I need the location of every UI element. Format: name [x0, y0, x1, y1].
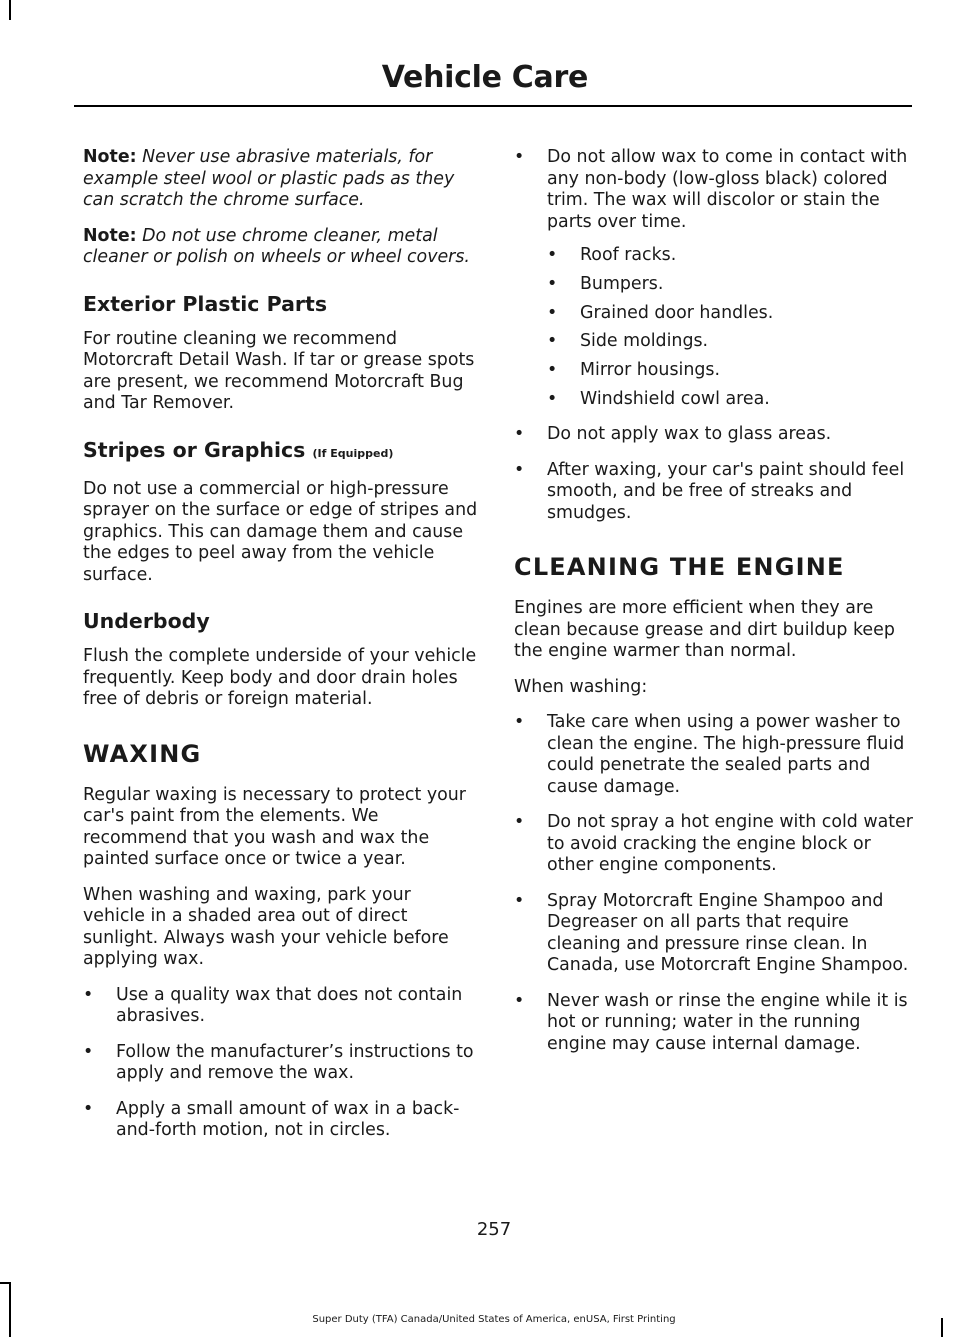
heading-text: Stripes or Graphics: [83, 437, 306, 462]
list-item: • Do not apply wax to glass areas.: [514, 424, 914, 446]
heading-qualifier: (If Equipped): [312, 446, 394, 460]
crop-mark-bottom-left: [9, 1282, 11, 1337]
trim-sub-list: [547, 245, 914, 410]
right-column: [514, 147, 914, 1069]
wax-bullet-list: [83, 985, 478, 1142]
when-washing-text: When washing:: [514, 676, 648, 697]
list-item: • Take care when using a power washer to clean the engine. The high-pressure fluid could penetrate the sealed parts and cause damage.: [514, 712, 914, 798]
list-item: • Never wash or rinse the engine while it is hot or running; water in the running engine may cause internal damage.: [514, 991, 914, 1056]
footer-text: Super Duty (TFA) Canada/United States of America, enUSA, First Printing: [312, 1314, 676, 1325]
list-item: • Spray Motorcraft Engine Shampoo and Degreaser on all parts that require cleaning and pressure rinse clean. In Canada, use Motorcraft Engine Shampoo.: [514, 891, 914, 977]
list-item: • After waxing, your car's paint should feel smooth, and be free of streaks and smudges.: [514, 460, 914, 525]
note-label: Note:: [83, 225, 137, 246]
waxing-text-2: When washing and waxing, park your vehicle in a shaded area out of direct sunlight. Always wash your vehicle before applying wax.: [83, 884, 449, 969]
page-number: 257: [476, 1219, 512, 1240]
list-item: • Apply a small amount of wax in a back-and-forth motion, not in circles.: [83, 1099, 478, 1142]
exterior-plastic-text: For routine cleaning we recommend Motorcraft Detail Wash. If tar or grease spots are present, we recommend Motorcraft Bug and Tar Remover.: [83, 328, 475, 413]
sub-list-item: • Bumpers.: [547, 274, 914, 296]
list-item: • Use a quality wax that does not contain abrasives.: [83, 985, 478, 1028]
note-chrome-abrasive: [83, 147, 478, 212]
section-waxing: WAXING: [83, 739, 202, 768]
engine-bullet-list: [514, 712, 914, 1055]
note-text: Never use abrasive materials, for example steel wool or plastic pads as they can scratch the chrome surface.: [83, 147, 455, 210]
sub-list-item: • Roof racks.: [547, 245, 914, 267]
sub-list-item: • Windshield cowl area.: [547, 389, 914, 411]
sub-list-item: • Side moldings.: [547, 331, 914, 353]
list-item: • Do not spray a hot engine with cold water to avoid cracking the engine block or other engine components.: [514, 812, 914, 877]
waxing-text-1: Regular waxing is necessary to protect your car's paint from the elements. We recommend that you wash and wax the painted surface once or twice a year.: [83, 784, 466, 869]
note-label: Note:: [83, 147, 137, 167]
heading-stripes-graphics: [83, 437, 478, 467]
heading-exterior-plastic-parts: Exterior Plastic Parts: [83, 291, 328, 316]
header-rule: [74, 105, 912, 107]
list-item-text: Do not allow wax to come in contact with any non-body (low-gloss black) colored trim. The wax will discolor or stain the parts over time.: [547, 147, 908, 232]
left-column: [83, 147, 478, 1156]
crop-mark-top-left: [9, 0, 11, 20]
note-text: Do not use chrome cleaner, metal cleaner or polish on wheels or wheel covers.: [83, 225, 470, 267]
stripes-text: Do not use a commercial or high-pressure sprayer on the surface or edge of stripes and graphics. This can damage them and cause the edges to peel away from the vehicle surface.: [83, 478, 478, 585]
sub-list-item: • Grained door handles.: [547, 303, 914, 325]
section-cleaning-engine: CLEANING THE ENGINE: [514, 553, 845, 582]
heading-underbody: Underbody: [83, 609, 210, 633]
sub-list-item: • Mirror housings.: [547, 360, 914, 382]
list-item: [514, 147, 914, 410]
crop-mark-bottom-left-h: [0, 1282, 11, 1284]
wax-bullet-list-cont: [514, 147, 914, 524]
underbody-text: Flush the complete underside of your vehicle frequently. Keep body and door drain holes free of debris or foreign material.: [83, 646, 477, 709]
engine-text: Engines are more efficient when they are clean because grease and dirt buildup keep the engine warmer than normal.: [514, 598, 895, 662]
note-chrome-cleaner: [83, 226, 478, 269]
list-item: • Follow the manufacturer’s instructions to apply and remove the wax.: [83, 1042, 478, 1085]
page-header-title: Vehicle Care: [381, 60, 588, 95]
